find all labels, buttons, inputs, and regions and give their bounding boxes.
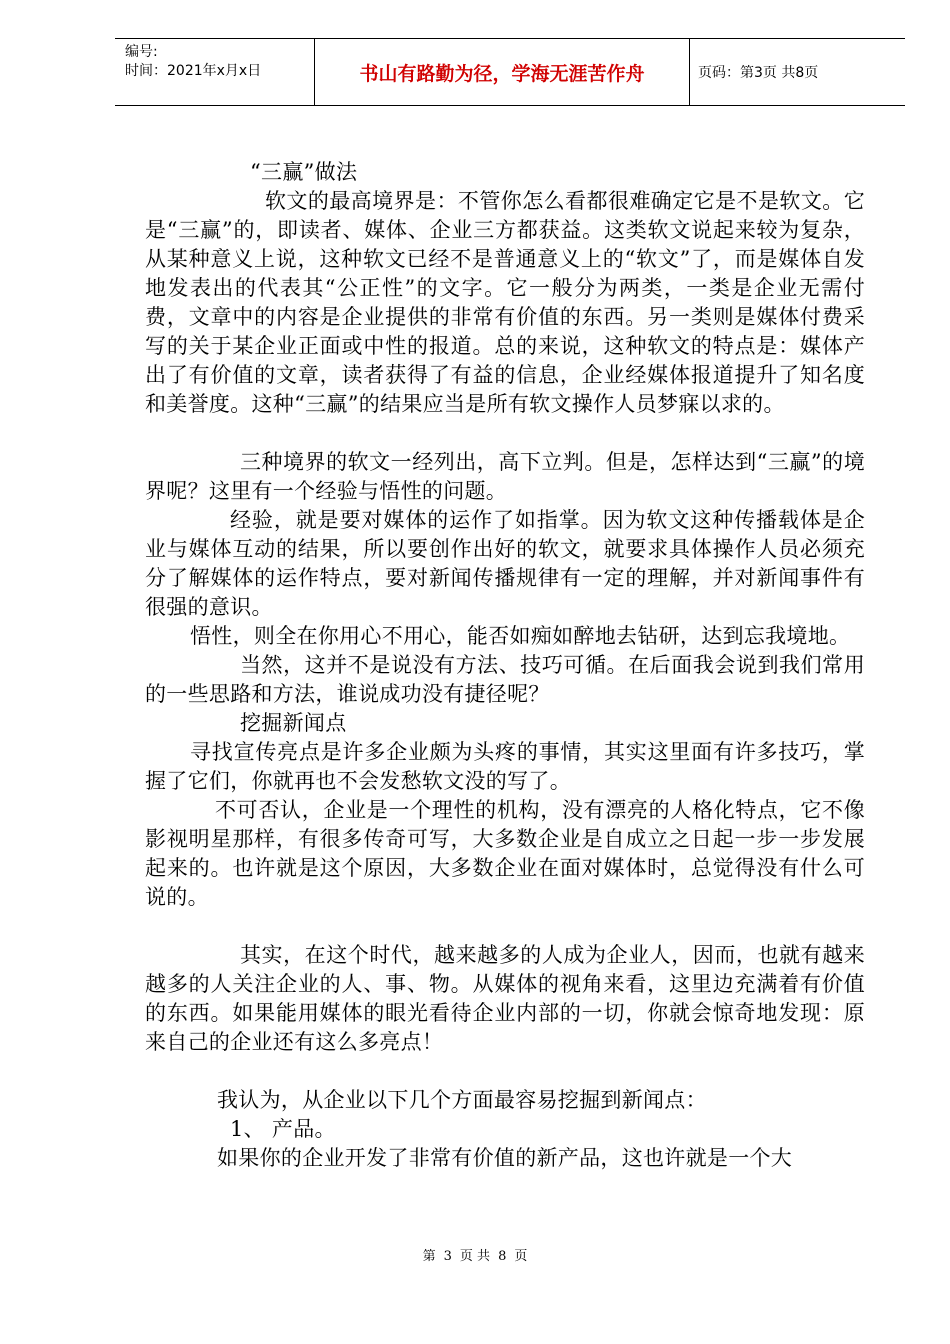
page-header (115, 38, 905, 106)
paragraph: 如果你的企业开发了非常有价值的新产品，这也许就是一个大 (217, 1146, 793, 1170)
paragraph: 不可否认，企业是一个理性的机构，没有漂亮的人格化特点，它不像影视明星那样，有很多传奇可写，大多数企业是自成立之日起一步一步发展起来的。也许就是这个原因，大多数企业在面对媒体时，总觉得没有什么可说的。 (145, 798, 865, 909)
paragraph: 挖掘新闻点 (240, 711, 347, 735)
footer-mid: 页 共 (459, 1249, 491, 1264)
paragraph: “三赢”做法 (250, 160, 358, 184)
paragraph: 软文的最高境界是：不管你怎么看都很难确定它是不是软文。它是“三赢”的，即读者、媒体、企业三方都获益。这类软文说起来较为复杂，从某种意义上说，这种软文已经不是普通意义上的“软文”了，而是媒体自发地发表出的代表其“公正性”的文字。它一般分为两类，一类是企业无需付费，文章中的内容是企业提供的非常有价值的东西。另一类则是媒体付费采写的关于某企业正面或中性的报道。总的来说，这种软文的特点是：媒体产出了有价值的文章，读者获得了有益的信息，企业经媒体报道提升了知名度和美誉度。这种“三赢”的结果应当是所有软文操作人员梦寐以求的。 (145, 189, 865, 416)
paragraph: 其实，在这个时代，越来越多的人成为企业人，因而，也就有越来越多的人关注企业的人、事、物。从媒体的视角来看，这里边充满着有价值的东西。如果能用媒体的眼光看待企业内部的一切，你就会惊奇地发现：原来自己的企业还有这么多亮点！ (145, 943, 865, 1054)
motto-text: 书山有路勤为径，学海无涯苦作舟 (359, 62, 645, 85)
time-label: 时间：2021年x月x日 (125, 63, 262, 79)
footer-page-number: 3 (443, 1249, 452, 1264)
header-motto-cell (315, 39, 690, 105)
footer-suffix: 页 (514, 1249, 528, 1264)
footer-total: 8 (498, 1249, 507, 1264)
paragraph: 当然，这并不是说没有方法、技巧可循。在后面我会说到我们常用的一些思路和方法，谁说成功没有捷径呢？ (145, 653, 865, 706)
page-footer (0, 1245, 950, 1264)
document-body (145, 158, 865, 1173)
paragraph: 三种境界的软文一经列出，高下立判。但是，怎样达到“三赢”的境界呢？这里有一个经验与悟性的问题。 (145, 450, 865, 503)
page-info: 页码：第3页 共8页 (698, 65, 819, 81)
paragraph: 经验，就是要对媒体的运作了如指掌。因为软文这种传播载体是企业与媒体互动的结果，所以要创作出好的软文，就要求具体操作人员必须充分了解媒体的运作特点，要对新闻传播规律有一定的理解，并对新闻事件有很强的意识。 (145, 508, 865, 619)
paragraph: 悟性，则全在你用心不用心，能否如痴如醉地去钻研，达到忘我境地。 (190, 624, 851, 648)
number-label: 编号: (125, 44, 158, 60)
footer-prefix: 第 (422, 1249, 436, 1264)
header-meta-cell (115, 39, 315, 105)
paragraph: 寻找宣传亮点是许多企业颇为头疼的事情，其实这里面有许多技巧，掌握了它们，你就再也不会发愁软文没的写了。 (145, 740, 865, 793)
paragraph: 1、 产品。 (230, 1117, 336, 1141)
header-page-cell (690, 39, 905, 105)
paragraph: 我认为，从企业以下几个方面最容易挖掘到新闻点： (217, 1088, 707, 1112)
